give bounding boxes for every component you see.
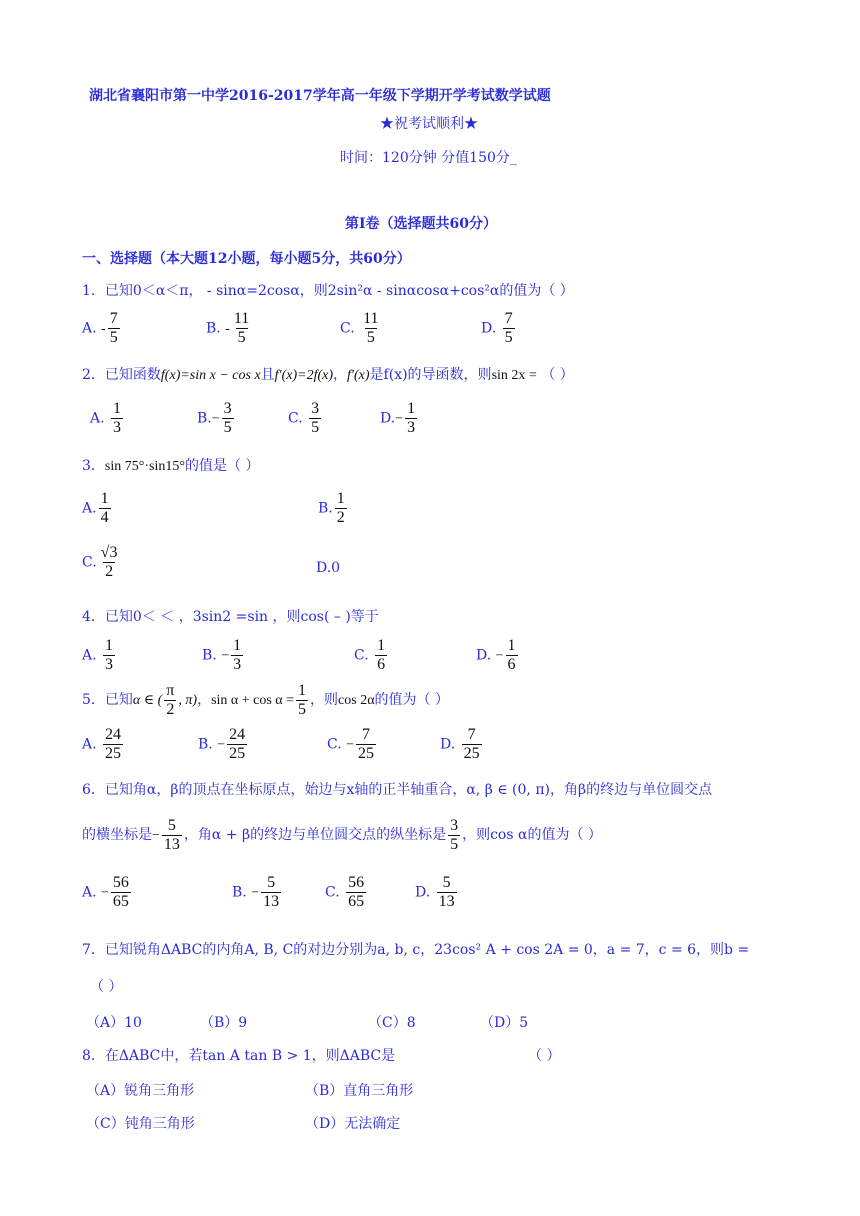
section-heading: 一、选择题（本大题12小题，每小题5分，共60分） bbox=[82, 251, 411, 267]
q2-option-c: C. $\frac{3}{5}$ bbox=[288, 400, 320, 436]
q4-option-c: C. $\frac{1}{6}$ bbox=[354, 637, 386, 673]
exam-time-info: 时间：120分钟 分值150分_ bbox=[340, 150, 517, 166]
q3-option-b: B. $\frac{1}{2}$ bbox=[318, 490, 345, 526]
q6-option-c: C. $\frac{56}{65}$ bbox=[325, 874, 365, 910]
q1-option-c: C. $\frac{11}{5}$ bbox=[340, 310, 379, 346]
q1-option-d: D. $\frac{7}{5}$ bbox=[481, 310, 513, 346]
q8-option-d: （D）无法确定 bbox=[305, 1116, 401, 1132]
q7-option-a: （A）10 bbox=[86, 1015, 142, 1031]
q4-option-b: B. − $\frac{1}{3}$ bbox=[202, 637, 242, 673]
q3-option-c: C. $\frac{√3}{2}$ bbox=[82, 544, 118, 580]
q2-option-b: B.− $\frac{3}{5}$ bbox=[197, 400, 232, 436]
q1-option-a: A. - $\frac{7}{5}$ bbox=[82, 310, 118, 346]
q4-stem: 4．已知0＜ ＜ ，3sin2 =sin ，则cos( – )等于 bbox=[82, 609, 379, 625]
q5-option-b: B. − $\frac{24}{25}$ bbox=[198, 726, 246, 762]
q2-stem: 2．已知函数f(x)=sin x − cos x且f′(x)=2f(x)，f′(x)是f(x)的导函数，则sin 2x = （ ） bbox=[82, 367, 574, 383]
exam-wish: ★祝考试顺利★ bbox=[380, 116, 478, 132]
q8-answer-paren: （ ） bbox=[528, 1048, 561, 1064]
q6-stem-line2: 的横坐标是− $\frac{5}{13}$ ，角α + β的终边与单位圆交点的纵坐标是 $\frac{3}{5}$ ，则cos α的值为（ ） bbox=[82, 816, 602, 853]
exam-title: 湖北省襄阳市第一中学2016-2017学年高一年级下学期开学考试数学试题 bbox=[89, 88, 551, 104]
q5-option-c: C. − $\frac{7}{25}$ bbox=[327, 726, 375, 762]
q8-option-b: （B）直角三角形 bbox=[305, 1083, 414, 1099]
q3-option-d: D.0 bbox=[316, 560, 341, 576]
q2-option-d: D.− $\frac{1}{3}$ bbox=[380, 400, 416, 436]
q5-option-a: A. $\frac{24}{25}$ bbox=[82, 726, 122, 762]
q5-option-d: D. $\frac{7}{25}$ bbox=[440, 726, 480, 762]
q6-option-d: D. $\frac{5}{13}$ bbox=[415, 874, 455, 910]
q7-stem-line2: （ ） bbox=[90, 979, 123, 995]
q7-option-c: （C）8 bbox=[368, 1015, 416, 1031]
q6-option-a: A. − $\frac{56}{65}$ bbox=[82, 874, 129, 910]
q5-stem: 5．已知α ∈ ( $\frac{\pi}{2}$ , π)，sin α + cos α = $\frac{1}{5}$ ，则cos 2α的值为（ ） bbox=[82, 681, 449, 718]
q7-option-b: （B）9 bbox=[200, 1015, 248, 1031]
part-title: 第Ⅰ卷（选择题共60分） bbox=[345, 216, 498, 232]
q4-option-a: A. $\frac{1}{3}$ bbox=[82, 637, 114, 673]
q4-option-d: D. − $\frac{1}{6}$ bbox=[476, 637, 516, 673]
q3-stem: 3．sin 75°·sin15°的值是（ ） bbox=[82, 458, 260, 474]
q6-option-b: B. − $\frac{5}{13}$ bbox=[232, 874, 280, 910]
q1-stem: 1．已知0＜α＜π， - sinα=2cosα，则2sin²α - sinαcosα+cos²α的值为（ ） bbox=[82, 283, 574, 299]
q8-stem: 8．在ΔABC中，若tan A tan B > 1，则ΔABC是 bbox=[82, 1048, 396, 1064]
q3-option-a: A. $\frac{1}{4}$ bbox=[82, 490, 109, 526]
q8-option-c: （C）钝角三角形 bbox=[86, 1116, 195, 1132]
q7-stem-line1: 7．已知锐角ΔABC的内角A, B, C的对边分别为a, b, c，23cos² A + cos 2A = 0，a = 7，c = 6，则b = bbox=[82, 942, 750, 958]
q7-option-d: （D）5 bbox=[480, 1015, 529, 1031]
q8-option-a: （A）锐角三角形 bbox=[86, 1083, 195, 1099]
q6-stem-line1: 6．已知角α，β的顶点在坐标原点，始边与x轴的正半轴重合，α, β ∈ (0, π)，角β的终边与单位圆交点 bbox=[82, 782, 713, 798]
q1-option-b: B. - $\frac{11}{5}$ bbox=[206, 310, 250, 346]
q2-option-a: A. $\frac{1}{3}$ bbox=[90, 400, 122, 436]
